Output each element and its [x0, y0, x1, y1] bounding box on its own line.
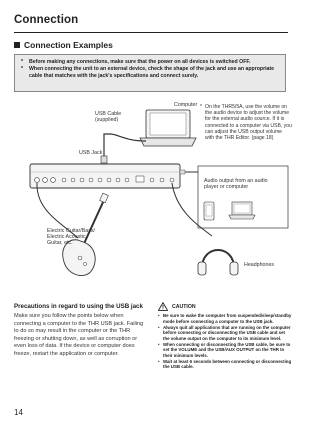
bullet-icon: •: [158, 341, 160, 347]
bullet-icon: •: [158, 313, 160, 318]
usb-cable-label-line: (supplied): [95, 117, 119, 124]
note-text: When connecting the unit to an external device, check the shape of the jack and use an appropriate cable that matches with the jack's specifications and connect surely.: [29, 66, 275, 79]
side-note: [200, 104, 292, 141]
guitar-label-line: Guitar, etc.: [47, 240, 73, 247]
computer-label: Computer: [174, 102, 198, 108]
bullet-icon: •: [158, 358, 160, 364]
side-note-mark: *: [200, 104, 202, 110]
caution-item: [158, 325, 292, 342]
usb-cable-label-line: USB Cable: [95, 111, 122, 117]
usb-plug-icon: [101, 156, 107, 163]
small-laptop-icon: [229, 202, 255, 219]
note-mark: *: [21, 66, 24, 73]
caution-item-text: When connecting or disconnecting the USB cable, be sure to set the VOLUME and the USB/AUX OUTPUT on the THR to their minimum levels.: [163, 341, 291, 358]
headphones-label: Headphones: [244, 262, 275, 268]
caution-item: [158, 359, 292, 370]
caution-item-text: Always quit all applications that are running on the computer before connecting or disconnecting the USB cable and set the volume output on the computer to its minimum level.: [163, 324, 291, 341]
caution-item: [158, 342, 292, 359]
amplifier-icon: [30, 164, 180, 188]
caution-item-text: Be sure to wake the computer from suspended/sleep/standby mode before connecting a computer to the USB jack.: [163, 313, 292, 324]
usb-cable: [104, 134, 146, 156]
guitar-label-line: Electric Guitar/Bass/: [47, 228, 95, 234]
laptop-icon: [140, 110, 196, 146]
page-title: Connection: [14, 14, 79, 26]
audio-output-label-line: player or computer: [204, 184, 249, 191]
section-title-text: Connection Examples: [24, 40, 113, 50]
warning-icon: [158, 302, 168, 311]
note-text: Before making any connections, make sure that the power on all devices is switched OFF.: [29, 59, 251, 65]
precautions-title: Precautions in regard to using the USB jack: [14, 303, 143, 310]
caution-title: CAUTION: [172, 303, 196, 310]
phone-icon: [204, 202, 214, 220]
caution-item: [158, 313, 292, 324]
caution-header: [158, 302, 196, 311]
side-note-text: On the THR5/5A, use the volume on the audio device to adjust the volume for the external audio source. If it is connected to a computer via USB, you can adjust the USB output volume with the THR Editor. (page 18): [205, 104, 292, 142]
audio-output-label-line: Audio output from an audio: [204, 178, 268, 184]
note-mark: *: [21, 59, 24, 65]
audio-output-label: [204, 178, 268, 190]
guitar-label-line: Electric Acoustic: [47, 234, 86, 241]
caution-list: [158, 313, 292, 370]
aux-plug-icon: [180, 170, 185, 174]
headphones-icon: [198, 250, 238, 275]
precautions-body: Make sure you follow the points below when connecting a computer to the THR USB jack. Failing to do so may result in the computer or the THR freezing or shutting down, as well as corruption or even loss of data. If the device or computer does freeze, restart the application or computer.: [14, 313, 144, 357]
usb-jack-label: USB Jack: [79, 150, 103, 156]
bullet-icon: •: [158, 324, 160, 330]
guitar-label: [47, 228, 95, 247]
page-number: 14: [14, 408, 23, 417]
caution-item-text: Wait at least 6 seconds between connecting or disconnecting the USB cable.: [163, 358, 292, 370]
usb-cable-label: [95, 111, 121, 123]
